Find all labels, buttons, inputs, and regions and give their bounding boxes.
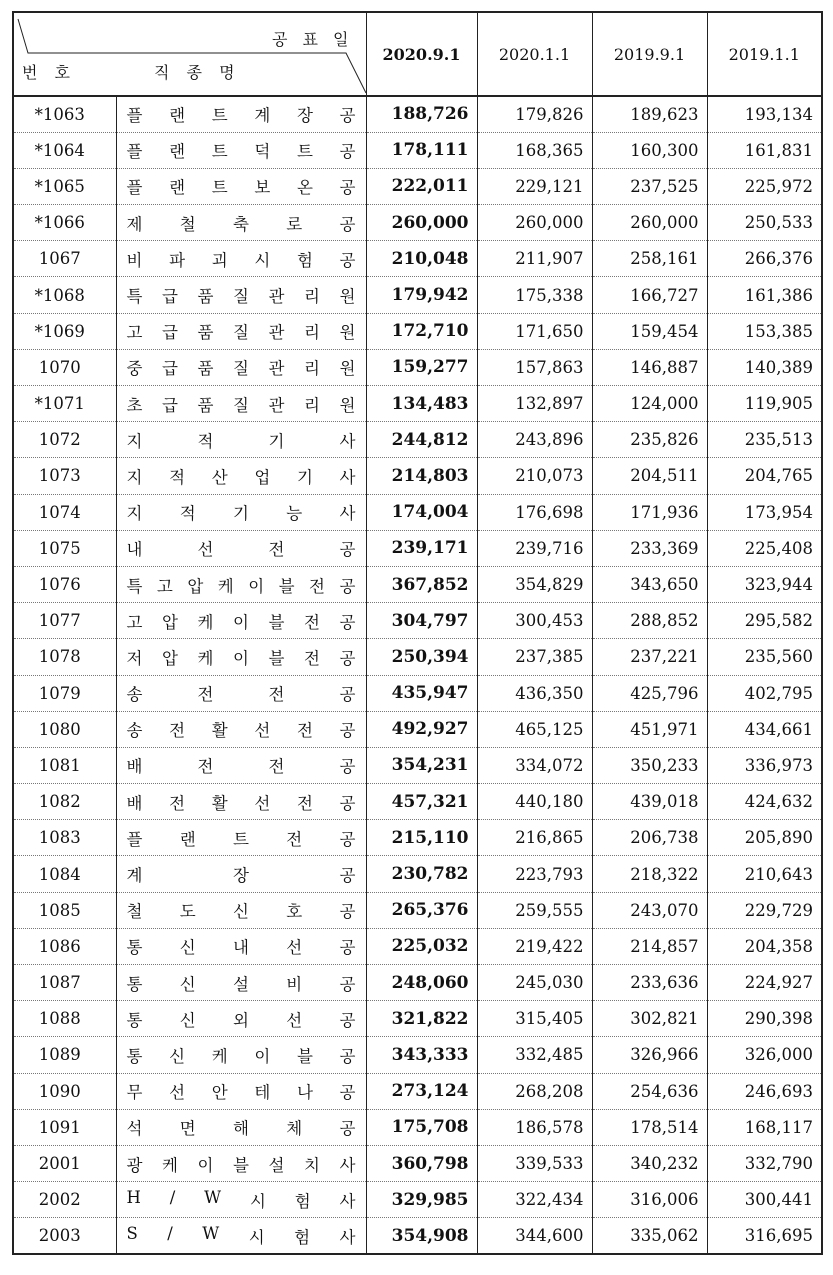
number-label: 번 호 [22, 63, 76, 82]
table-row [13, 205, 822, 241]
job-name-cell [116, 784, 366, 820]
job-name: 석 면 해 체 공 [126, 1119, 356, 1139]
job-name: 플 랜 트 보 온 공 [126, 178, 356, 198]
wage-value: 225,032 [366, 928, 477, 964]
job-name-cell [116, 168, 366, 204]
row-number: 1077 [13, 603, 116, 639]
wage-value: 439,018 [592, 784, 707, 820]
wage-table-sheet [12, 11, 821, 1255]
table-row [13, 928, 822, 964]
wage-value: 140,389 [707, 349, 822, 385]
date-header-2019-9: 2019.9.1 [592, 12, 707, 96]
wage-value: 193,134 [707, 96, 822, 132]
job-name-cell [116, 1001, 366, 1037]
job-name: 계 장 공 [126, 866, 356, 886]
wage-value: 237,221 [592, 639, 707, 675]
wage-value: 295,582 [707, 603, 822, 639]
wage-value: 340,232 [592, 1145, 707, 1181]
wage-value: 246,693 [707, 1073, 822, 1109]
wage-value: 260,000 [477, 205, 592, 241]
job-name-cell [116, 639, 366, 675]
wage-value: 326,966 [592, 1037, 707, 1073]
job-name-cell [116, 313, 366, 349]
job-name-cell [116, 1145, 366, 1181]
wage-value: 171,650 [477, 313, 592, 349]
row-number: 1086 [13, 928, 116, 964]
job-name-cell [116, 675, 366, 711]
wage-value: 134,483 [366, 386, 477, 422]
wage-value: 321,822 [366, 1001, 477, 1037]
wage-value: 171,936 [592, 494, 707, 530]
wage-value: 178,514 [592, 1109, 707, 1145]
job-name-cell [116, 711, 366, 747]
job-name-cell [116, 349, 366, 385]
wage-value: 175,708 [366, 1109, 477, 1145]
job-name: 통 신 케 이 블 공 [126, 1046, 356, 1066]
job-name: 지 적 기 사 [126, 431, 356, 451]
wage-value: 250,533 [707, 205, 822, 241]
job-name-cell [116, 494, 366, 530]
wage-value: 243,070 [592, 892, 707, 928]
wage-value: 179,826 [477, 96, 592, 132]
job-name-label: 직 종 명 [154, 63, 241, 82]
job-name: 중 급 품 질 관 리 원 [126, 359, 356, 379]
table-row [13, 132, 822, 168]
table-row [13, 96, 822, 132]
row-number: 1073 [13, 458, 116, 494]
job-name: 초 급 품 질 관 리 원 [126, 395, 356, 415]
wage-value: 402,795 [707, 675, 822, 711]
job-name: 플 랜 트 전 공 [126, 829, 356, 849]
job-name: 플 랜 트 덕 트 공 [126, 142, 356, 162]
wage-value: 440,180 [477, 784, 592, 820]
wage-value: 204,358 [707, 928, 822, 964]
wage-value: 336,973 [707, 747, 822, 783]
table-row [13, 241, 822, 277]
row-number: 1082 [13, 784, 116, 820]
wage-value: 332,790 [707, 1145, 822, 1181]
wage-value: 206,738 [592, 820, 707, 856]
wage-value: 302,821 [592, 1001, 707, 1037]
wage-value: 237,385 [477, 639, 592, 675]
row-number: 1091 [13, 1109, 116, 1145]
job-name-cell [116, 1182, 366, 1218]
job-name: S / W 시 험 사 [126, 1223, 356, 1247]
wage-value: 222,011 [366, 168, 477, 204]
table-row [13, 1109, 822, 1145]
wage-value: 243,896 [477, 422, 592, 458]
wage-value: 233,369 [592, 530, 707, 566]
wage-value: 210,048 [366, 241, 477, 277]
job-name-cell [116, 277, 366, 313]
wage-value: 215,110 [366, 820, 477, 856]
row-number: 1072 [13, 422, 116, 458]
table-row [13, 784, 822, 820]
wage-value: 436,350 [477, 675, 592, 711]
wage-value: 211,907 [477, 241, 592, 277]
wage-value: 219,422 [477, 928, 592, 964]
wage-value: 237,525 [592, 168, 707, 204]
wage-value: 290,398 [707, 1001, 822, 1037]
wage-value: 124,000 [592, 386, 707, 422]
job-name-cell [116, 132, 366, 168]
wage-value: 354,908 [366, 1218, 477, 1254]
wage-value: 229,121 [477, 168, 592, 204]
job-name: 특 고 압 케 이 블 전 공 [126, 576, 356, 596]
wage-value: 245,030 [477, 965, 592, 1001]
wage-value: 248,060 [366, 965, 477, 1001]
wage-value: 168,117 [707, 1109, 822, 1145]
row-number: 1087 [13, 965, 116, 1001]
wage-value: 315,405 [477, 1001, 592, 1037]
table-body [13, 96, 822, 1254]
job-name: 지 적 산 업 기 사 [126, 467, 356, 487]
job-name: 고 급 품 질 관 리 원 [126, 323, 356, 343]
row-number: 1067 [13, 241, 116, 277]
wage-value: 173,954 [707, 494, 822, 530]
row-number: *1064 [13, 132, 116, 168]
wage-value: 159,277 [366, 349, 477, 385]
wage-table [12, 11, 823, 1255]
job-name-cell [116, 566, 366, 602]
table-row [13, 458, 822, 494]
row-number: *1069 [13, 313, 116, 349]
wage-value: 354,231 [366, 747, 477, 783]
wage-value: 334,072 [477, 747, 592, 783]
job-name: 특 급 품 질 관 리 원 [126, 287, 356, 307]
table-row [13, 349, 822, 385]
wage-value: 268,208 [477, 1073, 592, 1109]
wage-value: 332,485 [477, 1037, 592, 1073]
wage-value: 178,111 [366, 132, 477, 168]
wage-value: 230,782 [366, 856, 477, 892]
table-row [13, 1218, 822, 1254]
wage-value: 339,533 [477, 1145, 592, 1181]
wage-value: 176,698 [477, 494, 592, 530]
table-row [13, 747, 822, 783]
wage-value: 273,124 [366, 1073, 477, 1109]
job-name: 비 파 괴 시 험 공 [126, 250, 356, 270]
table-row [13, 422, 822, 458]
row-number: *1068 [13, 277, 116, 313]
job-name: H / W 시 험 사 [126, 1187, 356, 1211]
wage-value: 205,890 [707, 820, 822, 856]
wage-value: 160,300 [592, 132, 707, 168]
row-number: *1066 [13, 205, 116, 241]
announce-date-label: 공 표 일 [271, 30, 354, 49]
table-row [13, 892, 822, 928]
wage-value: 316,006 [592, 1182, 707, 1218]
job-name: 내 선 전 공 [126, 540, 356, 560]
wage-value: 186,578 [477, 1109, 592, 1145]
job-name-cell [116, 747, 366, 783]
wage-value: 210,073 [477, 458, 592, 494]
wage-value: 492,927 [366, 711, 477, 747]
table-row [13, 168, 822, 204]
wage-value: 250,394 [366, 639, 477, 675]
wage-value: 161,386 [707, 277, 822, 313]
job-name-cell [116, 856, 366, 892]
wage-value: 204,511 [592, 458, 707, 494]
wage-value: 300,441 [707, 1182, 822, 1218]
wage-value: 435,947 [366, 675, 477, 711]
wage-value: 174,004 [366, 494, 477, 530]
wage-value: 465,125 [477, 711, 592, 747]
wage-value: 214,803 [366, 458, 477, 494]
table-row [13, 603, 822, 639]
wage-value: 159,454 [592, 313, 707, 349]
wage-value: 146,887 [592, 349, 707, 385]
job-name-cell [116, 386, 366, 422]
row-number: 1070 [13, 349, 116, 385]
job-name: 무 선 안 테 나 공 [126, 1083, 356, 1103]
job-name-cell [116, 603, 366, 639]
date-header-2019-1: 2019.1.1 [707, 12, 822, 96]
wage-value: 288,852 [592, 603, 707, 639]
wage-value: 239,716 [477, 530, 592, 566]
wage-value: 344,600 [477, 1218, 592, 1254]
table-row [13, 856, 822, 892]
row-number: 1080 [13, 711, 116, 747]
job-name-cell [116, 892, 366, 928]
wage-value: 214,857 [592, 928, 707, 964]
table-row [13, 675, 822, 711]
wage-value: 235,826 [592, 422, 707, 458]
job-name-cell [116, 928, 366, 964]
row-number: *1071 [13, 386, 116, 422]
job-name-cell [116, 1037, 366, 1073]
wage-value: 157,863 [477, 349, 592, 385]
wage-value: 254,636 [592, 1073, 707, 1109]
row-number: *1065 [13, 168, 116, 204]
wage-value: 218,322 [592, 856, 707, 892]
wage-value: 225,408 [707, 530, 822, 566]
wage-value: 350,233 [592, 747, 707, 783]
table-row [13, 530, 822, 566]
wage-value: 259,555 [477, 892, 592, 928]
wage-value: 326,000 [707, 1037, 822, 1073]
table-row [13, 1073, 822, 1109]
row-number: 1089 [13, 1037, 116, 1073]
table-row [13, 639, 822, 675]
wage-value: 188,726 [366, 96, 477, 132]
job-name-cell [116, 965, 366, 1001]
header-row [13, 12, 822, 96]
wage-value: 239,171 [366, 530, 477, 566]
job-name: 저 압 케 이 블 전 공 [126, 648, 356, 668]
table-row [13, 1037, 822, 1073]
row-number: 2002 [13, 1182, 116, 1218]
job-name-cell [116, 530, 366, 566]
wage-value: 166,727 [592, 277, 707, 313]
table-row [13, 1182, 822, 1218]
job-name-cell [116, 1073, 366, 1109]
wage-value: 179,942 [366, 277, 477, 313]
table-row [13, 313, 822, 349]
wage-value: 172,710 [366, 313, 477, 349]
wage-value: 260,000 [366, 205, 477, 241]
wage-value: 304,797 [366, 603, 477, 639]
wage-value: 322,434 [477, 1182, 592, 1218]
job-name-cell [116, 458, 366, 494]
wage-value: 265,376 [366, 892, 477, 928]
job-name: 지 적 기 능 사 [126, 504, 356, 524]
job-name: 고 압 케 이 블 전 공 [126, 612, 356, 632]
row-number: *1063 [13, 96, 116, 132]
row-number: 1075 [13, 530, 116, 566]
wage-value: 323,944 [707, 566, 822, 602]
row-number: 1088 [13, 1001, 116, 1037]
wage-value: 229,729 [707, 892, 822, 928]
table-row [13, 711, 822, 747]
wage-value: 258,161 [592, 241, 707, 277]
wage-value: 168,365 [477, 132, 592, 168]
wage-value: 354,829 [477, 566, 592, 602]
table-row [13, 820, 822, 856]
wage-value: 425,796 [592, 675, 707, 711]
wage-value: 266,376 [707, 241, 822, 277]
date-header-2020-9: 2020.9.1 [366, 12, 477, 96]
job-name: 철 도 신 호 공 [126, 902, 356, 922]
table-row [13, 1001, 822, 1037]
row-number: 1090 [13, 1073, 116, 1109]
job-name-cell [116, 820, 366, 856]
wage-value: 233,636 [592, 965, 707, 1001]
row-number: 2001 [13, 1145, 116, 1181]
wage-value: 329,985 [366, 1182, 477, 1218]
wage-value: 343,650 [592, 566, 707, 602]
job-name: 송 전 활 선 전 공 [126, 721, 356, 741]
wage-value: 210,643 [707, 856, 822, 892]
wage-value: 216,865 [477, 820, 592, 856]
row-number: 1078 [13, 639, 116, 675]
job-name: 플 랜 트 계 장 공 [126, 106, 356, 126]
wage-value: 335,062 [592, 1218, 707, 1254]
table-row [13, 386, 822, 422]
wage-value: 119,905 [707, 386, 822, 422]
date-header-2020-1: 2020.1.1 [477, 12, 592, 96]
row-number: 2003 [13, 1218, 116, 1254]
wage-value: 360,798 [366, 1145, 477, 1181]
row-number: 1074 [13, 494, 116, 530]
wage-value: 244,812 [366, 422, 477, 458]
table-row [13, 1145, 822, 1181]
wage-value: 235,560 [707, 639, 822, 675]
table-row [13, 965, 822, 1001]
job-name-cell [116, 241, 366, 277]
job-name-cell [116, 205, 366, 241]
table-row [13, 277, 822, 313]
wage-value: 175,338 [477, 277, 592, 313]
wage-value: 367,852 [366, 566, 477, 602]
wage-value: 316,695 [707, 1218, 822, 1254]
wage-value: 235,513 [707, 422, 822, 458]
wage-value: 434,661 [707, 711, 822, 747]
job-name: 제 철 축 로 공 [126, 214, 356, 234]
wage-value: 204,765 [707, 458, 822, 494]
wage-value: 225,972 [707, 168, 822, 204]
diagonal-divider [14, 13, 367, 97]
job-name: 배 전 전 공 [126, 757, 356, 777]
diagonal-header-cell [13, 12, 366, 96]
row-number: 1079 [13, 675, 116, 711]
job-name-cell [116, 96, 366, 132]
wage-value: 153,385 [707, 313, 822, 349]
job-name-cell [116, 422, 366, 458]
wage-value: 224,927 [707, 965, 822, 1001]
wage-value: 223,793 [477, 856, 592, 892]
job-name: 통 신 내 선 공 [126, 938, 356, 958]
wage-value: 457,321 [366, 784, 477, 820]
wage-value: 451,971 [592, 711, 707, 747]
wage-value: 132,897 [477, 386, 592, 422]
job-name: 통 신 설 비 공 [126, 974, 356, 994]
wage-value: 161,831 [707, 132, 822, 168]
wage-value: 424,632 [707, 784, 822, 820]
row-number: 1084 [13, 856, 116, 892]
row-number: 1083 [13, 820, 116, 856]
row-number: 1081 [13, 747, 116, 783]
row-number: 1085 [13, 892, 116, 928]
job-name: 송 전 전 공 [126, 685, 356, 705]
job-name: 통 신 외 선 공 [126, 1010, 356, 1030]
job-name-cell [116, 1218, 366, 1254]
table-row [13, 494, 822, 530]
wage-value: 189,623 [592, 96, 707, 132]
wage-value: 300,453 [477, 603, 592, 639]
row-number: 1076 [13, 566, 116, 602]
table-row [13, 566, 822, 602]
job-name-cell [116, 1109, 366, 1145]
job-name: 배 전 활 선 전 공 [126, 793, 356, 813]
job-name: 광 케 이 블 설 치 사 [126, 1155, 356, 1175]
wage-value: 343,333 [366, 1037, 477, 1073]
wage-value: 260,000 [592, 205, 707, 241]
